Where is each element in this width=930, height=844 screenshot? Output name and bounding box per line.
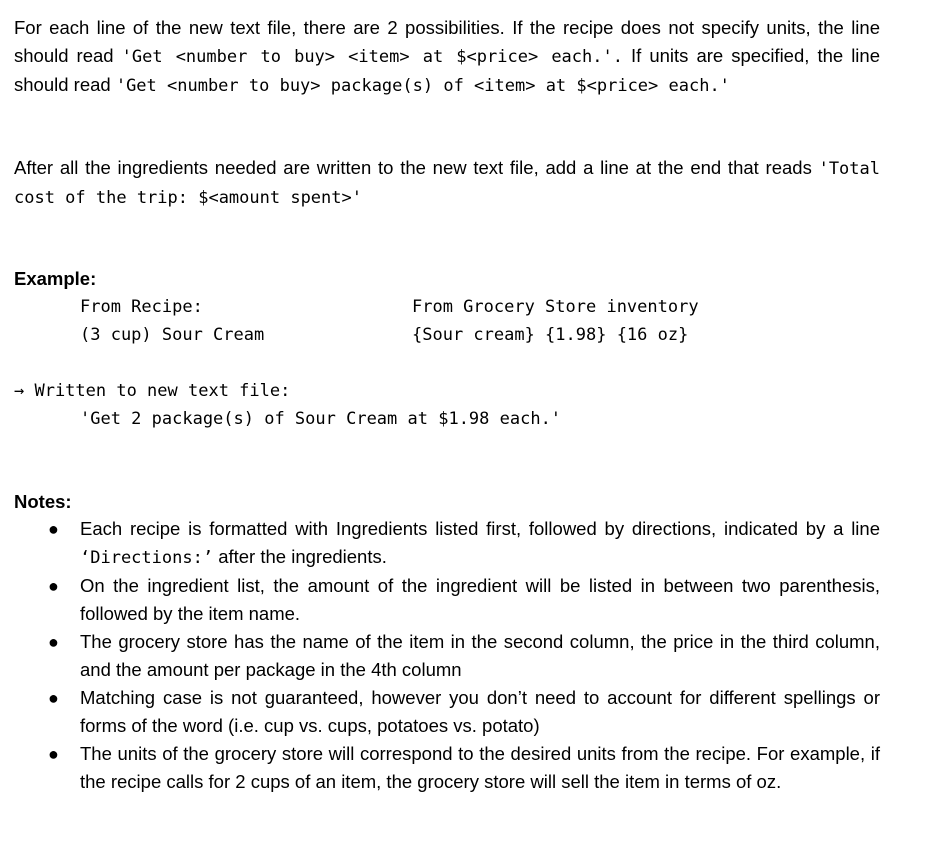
bullet-icon: ● <box>48 688 59 708</box>
notes-list <box>14 515 880 796</box>
note-item <box>14 740 880 796</box>
inline-code-no-units: 'Get <number to buy> <item> at $<price> each.'. <box>121 47 623 67</box>
note-text: after the ingredients. <box>213 546 387 567</box>
notes-heading: Notes: <box>14 491 72 512</box>
inline-code-with-units: 'Get <number to buy> package(s) of <item> at $<price> each.' <box>115 76 730 96</box>
note-item <box>14 628 880 684</box>
bullet-icon: ● <box>48 744 59 764</box>
note-item <box>14 572 880 628</box>
note-text: The grocery store has the name of the item in the second column, the price in the third column, and the amount per package in the 4th column <box>80 631 880 680</box>
note-text: Each recipe is formatted with Ingredients listed first, followed by directions, indicated by a line <box>80 518 880 539</box>
paragraph-text: After all the ingredients needed are written to the new text file, add a line at the end that reads <box>14 157 819 178</box>
note-text: The units of the grocery store will correspond to the desired units from the recipe. For example, if the recipe calls for 2 cups of an item, the grocery store will sell the item in terms of oz. <box>80 743 880 792</box>
example-heading: Example: <box>14 268 97 289</box>
bullet-icon: ● <box>48 632 59 652</box>
paragraph-output-format <box>14 14 880 100</box>
paragraph-text: If units are specified, the line should read <box>14 45 880 95</box>
note-item <box>14 684 880 740</box>
bullet-icon: ● <box>48 576 59 596</box>
example-recipe-line: (3 cup) Sour Cream <box>80 325 265 345</box>
inline-code-total-cost: 'Total cost of the trip: $<amount spent>' <box>14 159 880 208</box>
example-store-line: {Sour cream} {1.98} {16 oz} <box>412 325 689 345</box>
example-store-label: From Grocery Store inventory <box>412 297 699 317</box>
bullet-icon: ● <box>48 519 59 539</box>
paragraph-text: For each line of the new text file, there are 2 possibilities. If the recipe does not specify units, the line should read <box>14 17 880 66</box>
example-written-label: → Written to new text file: <box>14 381 291 401</box>
note-item <box>14 515 880 572</box>
example-recipe-label: From Recipe: <box>80 297 203 317</box>
paragraph-total-cost <box>14 154 880 212</box>
example-output-line: 'Get 2 package(s) of Sour Cream at $1.98 each.' <box>80 409 562 429</box>
note-text: Matching case is not guaranteed, however you don’t need to account for different spellings or forms of the word (i.e. cup vs. cups, potatoes vs. potato) <box>80 687 880 736</box>
note-text: On the ingredient list, the amount of the ingredient will be listed in between two parenthesis, followed by the item name. <box>80 575 880 624</box>
inline-code-directions: ‘Directions:’ <box>80 548 214 568</box>
